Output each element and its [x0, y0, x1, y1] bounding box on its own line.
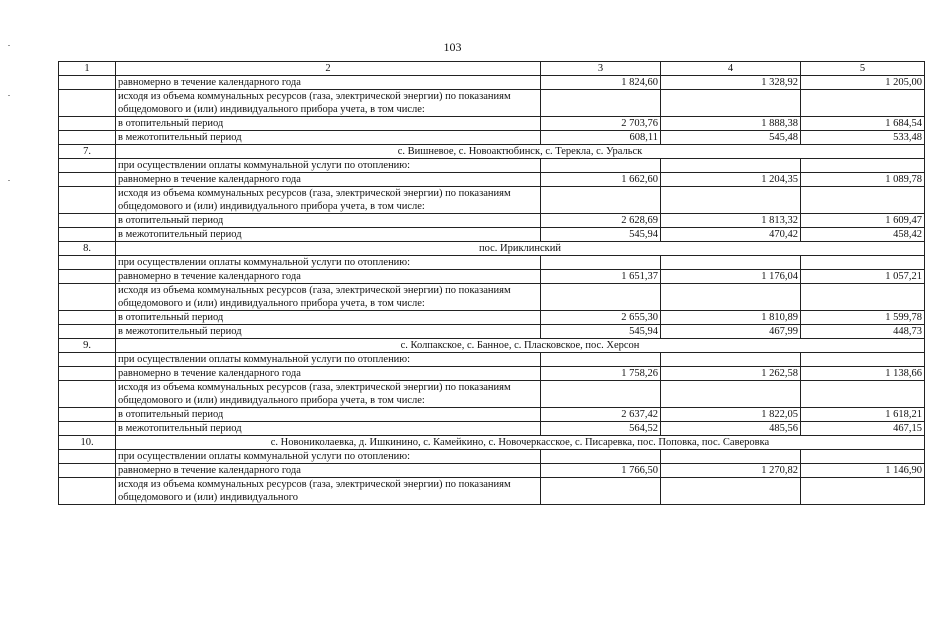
table-row	[59, 353, 925, 367]
value-col3: 1 651,37	[541, 270, 661, 284]
value-col3: 1 766,50	[541, 464, 661, 478]
row-number: 7.	[59, 145, 116, 159]
row-description: исходя из объема коммунальных ресурсов (газа, электрической энергии) по показаниям общедомового и (или) индивидуального прибора учета, в том числе:	[116, 284, 541, 311]
row-description: исходя из объема коммунальных ресурсов (газа, электрической энергии) по показаниям общедомового и (или) индивидуального прибора учета, в том числе:	[116, 381, 541, 408]
row-number	[59, 256, 116, 270]
page-number: 103	[443, 40, 462, 54]
value-col4: 485,56	[661, 422, 801, 436]
table-header-row	[59, 62, 925, 76]
table-row	[59, 117, 925, 131]
value-col3: 1 824,60	[541, 76, 661, 90]
section-row	[59, 339, 925, 353]
value-col5: 1 089,78	[801, 173, 925, 187]
column-header: 2	[116, 62, 541, 76]
value-col5: 458,42	[801, 228, 925, 242]
table-row	[59, 408, 925, 422]
table-row	[59, 228, 925, 242]
value-col5	[801, 478, 925, 505]
row-description: в отопительный период	[116, 214, 541, 228]
tariff-table	[58, 61, 925, 505]
table-row	[59, 214, 925, 228]
value-col5	[801, 159, 925, 173]
value-col5	[801, 450, 925, 464]
column-header: 3	[541, 62, 661, 76]
value-col3: 545,94	[541, 325, 661, 339]
row-number	[59, 353, 116, 367]
value-col3	[541, 353, 661, 367]
value-col3: 545,94	[541, 228, 661, 242]
row-number	[59, 381, 116, 408]
value-col5	[801, 187, 925, 214]
scan-mark	[8, 180, 10, 181]
row-number	[59, 131, 116, 145]
row-number	[59, 408, 116, 422]
value-col3	[541, 90, 661, 117]
row-description: равномерно в течение календарного года	[116, 367, 541, 381]
value-col3: 2 703,76	[541, 117, 661, 131]
row-number	[59, 325, 116, 339]
value-col4: 1 810,89	[661, 311, 801, 325]
row-number	[59, 367, 116, 381]
value-col5	[801, 353, 925, 367]
row-number	[59, 76, 116, 90]
table-row	[59, 478, 925, 505]
row-number	[59, 422, 116, 436]
row-description: при осуществлении оплаты коммунальной услуги по отоплению:	[116, 353, 541, 367]
settlement-heading: с. Новониколаевка, д. Ишкинино, с. Камейкино, с. Новочеркасское, с. Писаревка, пос. Поповка, пос. Саверовка	[116, 436, 925, 450]
value-col3	[541, 478, 661, 505]
row-number	[59, 311, 116, 325]
row-description: при осуществлении оплаты коммунальной услуги по отоплению:	[116, 450, 541, 464]
row-number	[59, 270, 116, 284]
value-col4: 1 822,05	[661, 408, 801, 422]
table-row	[59, 450, 925, 464]
value-col5	[801, 381, 925, 408]
row-number	[59, 450, 116, 464]
value-col4: 1 262,58	[661, 367, 801, 381]
value-col5: 1 146,90	[801, 464, 925, 478]
table-row	[59, 131, 925, 145]
section-row	[59, 242, 925, 256]
value-col5: 448,73	[801, 325, 925, 339]
value-col3	[541, 187, 661, 214]
row-number	[59, 214, 116, 228]
row-number	[59, 173, 116, 187]
row-description: в межотопительный период	[116, 422, 541, 436]
value-col3: 1 758,26	[541, 367, 661, 381]
value-col4	[661, 90, 801, 117]
row-number	[59, 90, 116, 117]
value-col5: 533,48	[801, 131, 925, 145]
table-row	[59, 256, 925, 270]
row-description: в межотопительный период	[116, 131, 541, 145]
row-number	[59, 464, 116, 478]
value-col4: 467,99	[661, 325, 801, 339]
scan-mark	[8, 95, 10, 96]
row-description: в межотопительный период	[116, 228, 541, 242]
row-number: 8.	[59, 242, 116, 256]
row-number	[59, 284, 116, 311]
value-col4	[661, 381, 801, 408]
table-row	[59, 187, 925, 214]
value-col5: 1 618,21	[801, 408, 925, 422]
value-col3	[541, 256, 661, 270]
row-description: равномерно в течение календарного года	[116, 464, 541, 478]
value-col4: 1 270,82	[661, 464, 801, 478]
value-col3: 2 637,42	[541, 408, 661, 422]
table-row	[59, 464, 925, 478]
column-header: 1	[59, 62, 116, 76]
row-number: 10.	[59, 436, 116, 450]
table-row	[59, 173, 925, 187]
row-description: исходя из объема коммунальных ресурсов (газа, электрической энергии) по показаниям общедомового и (или) индивидуального прибора учета, в том числе:	[116, 90, 541, 117]
column-header: 4	[661, 62, 801, 76]
value-col3: 564,52	[541, 422, 661, 436]
table-row	[59, 90, 925, 117]
section-row	[59, 145, 925, 159]
row-number	[59, 117, 116, 131]
value-col3	[541, 284, 661, 311]
settlement-heading: с. Колпакское, с. Банное, с. Пласковское, пос. Херсон	[116, 339, 925, 353]
row-description: равномерно в течение календарного года	[116, 173, 541, 187]
value-col4	[661, 450, 801, 464]
value-col3: 2 628,69	[541, 214, 661, 228]
table-row	[59, 76, 925, 90]
column-header: 5	[801, 62, 925, 76]
row-description: исходя из объема коммунальных ресурсов (газа, электрической энергии) по показаниям общедомового и (или) индивидуального	[116, 478, 541, 505]
value-col4: 1 888,38	[661, 117, 801, 131]
value-col3: 1 662,60	[541, 173, 661, 187]
value-col3: 608,11	[541, 131, 661, 145]
settlement-heading: с. Вишневое, с. Новоактюбинск, с. Терекла, с. Уральск	[116, 145, 925, 159]
value-col4	[661, 159, 801, 173]
row-description: в отопительный период	[116, 311, 541, 325]
value-col4: 1 176,04	[661, 270, 801, 284]
table-row	[59, 381, 925, 408]
section-row	[59, 436, 925, 450]
table-row	[59, 325, 925, 339]
value-col4	[661, 353, 801, 367]
table-row	[59, 270, 925, 284]
table-row	[59, 367, 925, 381]
table-row	[59, 159, 925, 173]
row-description: в отопительный период	[116, 408, 541, 422]
value-col5: 1 609,47	[801, 214, 925, 228]
row-description: в отопительный период	[116, 117, 541, 131]
row-number	[59, 187, 116, 214]
row-description: в межотопительный период	[116, 325, 541, 339]
value-col3	[541, 159, 661, 173]
table-row	[59, 284, 925, 311]
value-col4	[661, 256, 801, 270]
value-col4: 1 813,32	[661, 214, 801, 228]
value-col4	[661, 187, 801, 214]
table-row	[59, 422, 925, 436]
scan-mark	[8, 45, 10, 46]
row-description: исходя из объема коммунальных ресурсов (газа, электрической энергии) по показаниям общедомового и (или) индивидуального прибора учета, в том числе:	[116, 187, 541, 214]
row-description: равномерно в течение календарного года	[116, 76, 541, 90]
row-number: 9.	[59, 339, 116, 353]
value-col4: 1 204,35	[661, 173, 801, 187]
settlement-heading: пос. Ириклинский	[116, 242, 925, 256]
value-col4: 1 328,92	[661, 76, 801, 90]
value-col5: 1 599,78	[801, 311, 925, 325]
value-col5	[801, 90, 925, 117]
row-description: при осуществлении оплаты коммунальной услуги по отоплению:	[116, 256, 541, 270]
row-description: равномерно в течение календарного года	[116, 270, 541, 284]
row-number	[59, 159, 116, 173]
row-description: при осуществлении оплаты коммунальной услуги по отоплению:	[116, 159, 541, 173]
value-col5: 1 205,00	[801, 76, 925, 90]
table-row	[59, 311, 925, 325]
value-col5: 1 138,66	[801, 367, 925, 381]
value-col3: 2 655,30	[541, 311, 661, 325]
value-col5: 467,15	[801, 422, 925, 436]
value-col5	[801, 284, 925, 311]
value-col4: 545,48	[661, 131, 801, 145]
value-col3	[541, 381, 661, 408]
value-col4	[661, 284, 801, 311]
value-col5: 1 684,54	[801, 117, 925, 131]
row-number	[59, 478, 116, 505]
value-col5	[801, 256, 925, 270]
value-col5: 1 057,21	[801, 270, 925, 284]
value-col4: 470,42	[661, 228, 801, 242]
value-col3	[541, 450, 661, 464]
value-col4	[661, 478, 801, 505]
row-number	[59, 228, 116, 242]
